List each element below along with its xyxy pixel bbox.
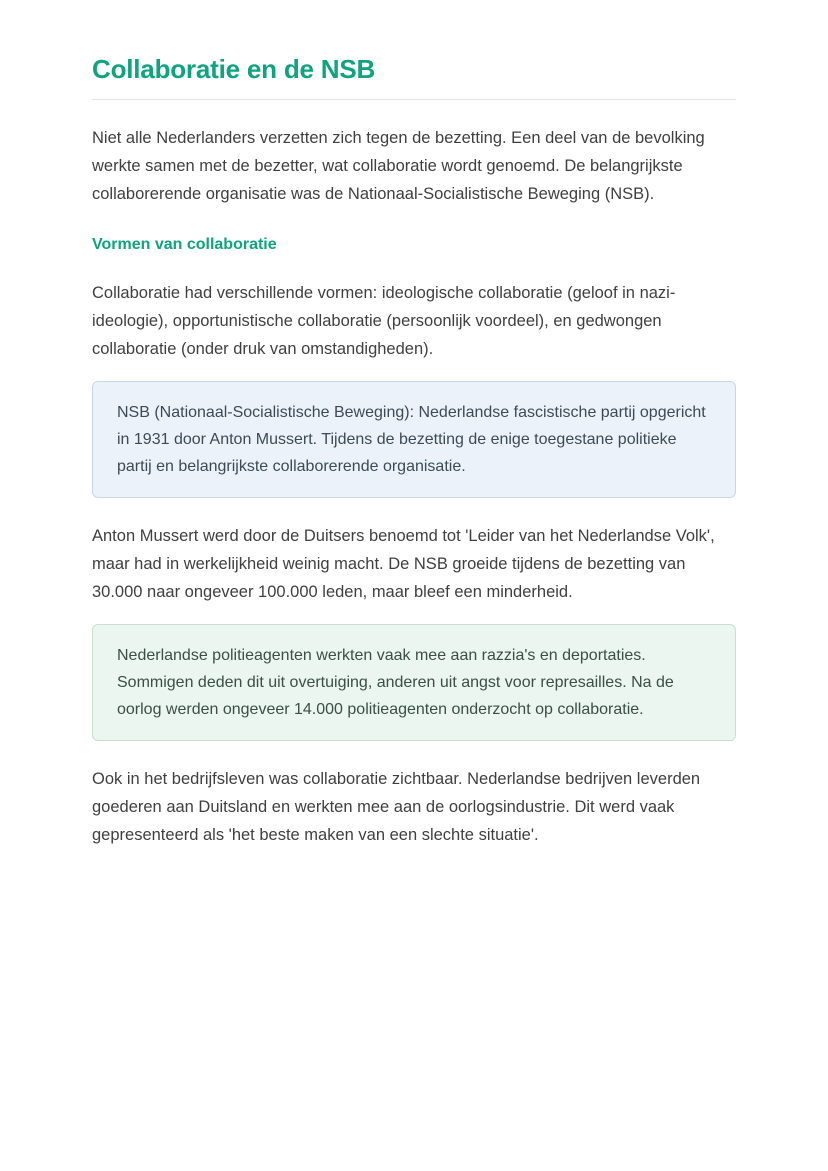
paragraph-business: Ook in het bedrijfsleven was collaboratie zichtbaar. Nederlandse bedrijven leverden goederen aan Duitsland en werkten mee aan de oorlogsindustrie. Dit werd vaak gepresenteerd als 'het beste maken van een slechte situatie'. xyxy=(92,770,701,844)
paragraph-forms: Collaboratie had verschillende vormen: ideologische collaboratie (geloof in nazi-ideologie), opportunistische collaboratie (persoonlijk voordeel), en gedwongen collaboratie (onder druk van omstandigheden). xyxy=(92,284,676,358)
info-box-police-text: Nederlandse politieagenten werkten vaak mee aan razzia's en deportaties. Sommigen deden dit uit overtuiging, anderen uit angst voor represailles. Na de oorlog werden ongeveer 14.000 politieagenten onderzocht op collaboratie. xyxy=(117,647,674,718)
title-divider xyxy=(92,99,736,100)
info-box-nsb-definition xyxy=(92,381,736,498)
info-box-police xyxy=(92,624,736,741)
paragraph-mussert: Anton Mussert werd door de Duitsers benoemd tot 'Leider van het Nederlandse Volk', maar had in werkelijkheid weinig macht. De NSB groeide tijdens de bezetting van 30.000 naar ongeveer 100.000 leden, maar bleef een minderheid. xyxy=(92,527,715,601)
page-title: Collaboratie en de NSB xyxy=(92,54,376,84)
info-box-nsb-text: NSB (Nationaal-Socialistische Beweging): Nederlandse fascistische partij opgericht in 1931 door Anton Mussert. Tijdens de bezetting de enige toegestane politieke partij en belangrijkste collaborerende organisatie. xyxy=(117,404,706,475)
article xyxy=(92,0,736,849)
section-heading-vormen: Vormen van collaboratie xyxy=(92,236,277,253)
paragraph-intro: Niet alle Nederlanders verzetten zich tegen de bezetting. Een deel van de bevolking werkte samen met de bezetter, wat collaboratie wordt genoemd. De belangrijkste collaborerende organisatie was de Nationaal-Socialistische Beweging (NSB). xyxy=(92,129,705,203)
